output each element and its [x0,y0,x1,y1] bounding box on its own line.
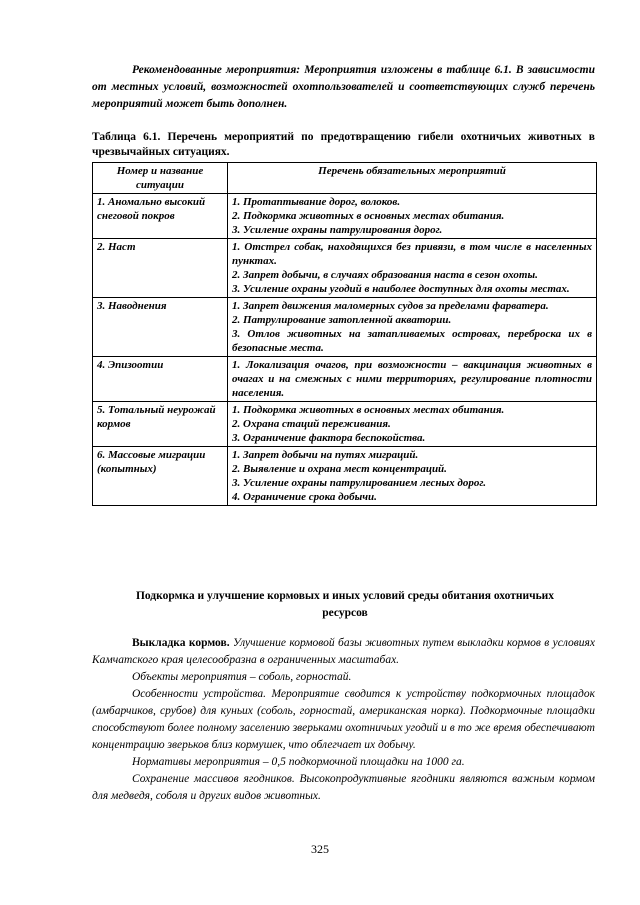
measures-cell [228,357,597,402]
measures-cell [228,402,597,447]
measure-item: 2. Патрулирование затопленной акватории. [232,314,452,326]
paragraph-lead: Выкладка кормов. [132,637,230,649]
situation-cell: 3. Наводнения [93,298,228,357]
body-paragraph: Объекты мероприятия – соболь, горностай. [132,671,352,683]
measures-cell [228,239,597,298]
table-row [93,402,597,447]
intro-paragraph: Рекомендованные мероприятия: Мероприятия изложены в таблице 6.1. В зависимости от местных условий, возможностей охотпользователей и соответствующих служб перечень мероприятий может быть дополнен. [92,64,595,110]
measure-item: 2. Выявление и охрана мест концентраций. [232,463,447,475]
measure-item: 2. Подкормка животных в основных местах обитания. [232,210,505,222]
measure-item: 3. Отлов животных на затапливаемых островах, переброска их в безопасные места. [232,328,592,354]
measures-cell [228,194,597,239]
header-measures: Перечень обязательных мероприятий [228,163,597,194]
body-paragraph: Сохранение массивов ягодников. Высокопродуктивные ягодники являются важным кормом для медведя, соболя и других видов животных. [92,773,595,802]
measure-item: 2. Охрана стаций переживания. [232,418,391,430]
paragraph-rest: Улучшение кормовой базы животных путем выкладки кормов в условиях Камчатского края целесообразна в ограниченных масштабах. [92,637,595,666]
body-paragraph [92,635,595,669]
page-number: 325 [311,842,329,856]
body-paragraph: Нормативы мероприятия – 0,5 подкормочной площадки на 1000 га. [132,756,465,768]
table-row [93,447,597,506]
table-body [93,194,597,506]
measure-item: 1. Протаптывание дорог, волоков. [232,196,401,208]
measure-item: 3. Усиление охраны патрулированием лесных дорог. [232,477,487,489]
header-situation: Номер и название ситуации [93,163,228,194]
measures-cell [228,447,597,506]
measure-item: 1. Подкормка животных в основных местах обитания. [232,404,505,416]
table-row [93,194,597,239]
section-title: Подкормка и улучшение кормовых и иных условий среды обитания охотничьих ресурсов [135,590,555,619]
table-caption: Таблица 6.1. Перечень мероприятий по предотвращению гибели охотничьих животных в чрезвычайных ситуациях. [92,131,595,158]
measure-item: 4. Ограничение срока добычи. [232,491,377,503]
measure-item: 1. Запрет добычи на путях миграций. [232,449,419,461]
table-row [93,357,597,402]
measure-item: 3. Усиление охраны угодий в наиболее доступных для охоты местах. [232,283,570,295]
situation-cell: 1. Аномально высокий снеговой покров [93,194,228,239]
body-paragraph: Особенности устройства. Мероприятие сводится к устройству подкормочных площадок (амбарчиков, срубов) для куньих (соболь, горностай, американская норка). Подкормочные площадки способствуют более полному заселению зверьками охотничьих угодий и в то же время обеспечивают концентрацию зверьков близ кормушек, что облегчает их добычу. [92,688,595,751]
table-header-row [93,163,597,194]
table-row [93,298,597,357]
situation-cell: 5. Тотальный неурожай кормов [93,402,228,447]
measure-item: 2. Запрет добычи, в случаях образования наста в сезон охоты. [232,269,538,281]
situation-cell: 2. Наст [93,239,228,298]
measure-item: 3. Ограничение фактора беспокойства. [232,432,426,444]
measure-item: 1. Отстрел собак, находящихся без привязи, в том числе в населенных пунктах. [232,241,592,267]
measure-item: 1. Локализация очагов, при возможности – вакцинация животных в очагах и на смежных с ними территориях, регулирование плотности населения. [232,359,592,399]
situation-cell: 6. Массовые миграции (копытных) [93,447,228,506]
measures-table [92,162,597,506]
measure-item: 3. Усиление охраны патрулирования дорог. [232,224,443,236]
measure-item: 1. Запрет движения маломерных судов за пределами фарватера. [232,300,549,312]
situation-cell: 4. Эпизоотии [93,357,228,402]
body-text [92,635,595,805]
measures-cell [228,298,597,357]
table-row [93,239,597,298]
